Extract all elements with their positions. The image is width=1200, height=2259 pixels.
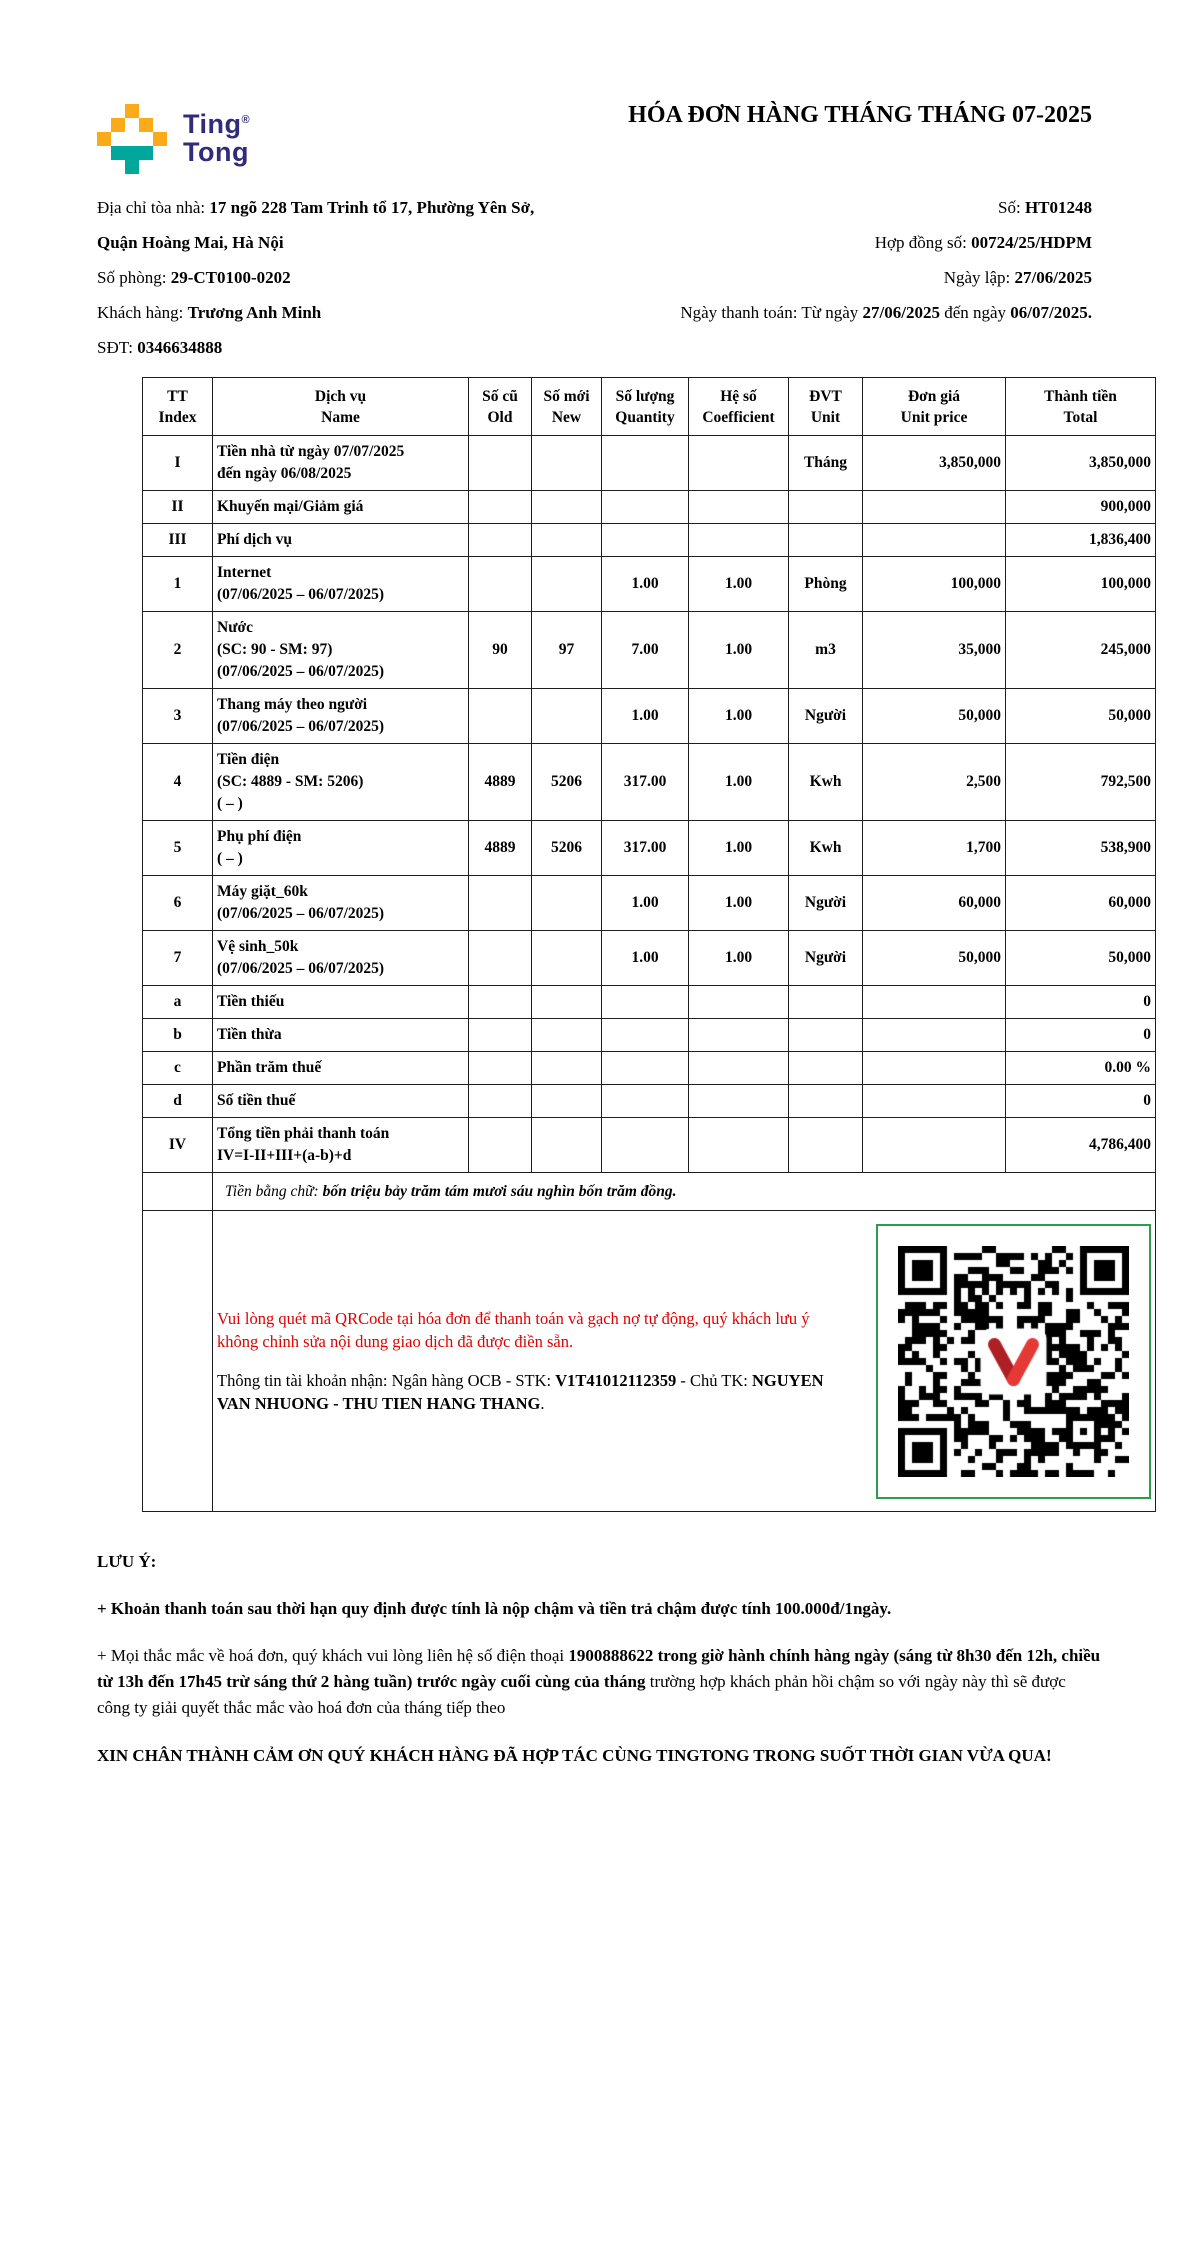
table-row <box>143 986 1156 1019</box>
logo-pixel-empty <box>111 104 125 118</box>
thanks-message: XIN CHÂN THÀNH CẢM ƠN QUÝ KHÁCH HÀNG ĐÃ HỢP TÁC CÙNG TINGTONG TRONG SUỐT THỜI GIAN VỪA QUA! <box>97 1746 1052 1765</box>
text-segment: . <box>540 1394 545 1413</box>
text-segment: 06/07/2025. <box>1010 303 1092 322</box>
invoice-meta <box>572 190 1092 365</box>
cell-quantity <box>602 1085 689 1118</box>
cell-total: 0 <box>1006 986 1156 1019</box>
table-row <box>143 1052 1156 1085</box>
cell-service-name: Tiền thiếu <box>213 986 469 1019</box>
cell-coefficient: 1.00 <box>689 821 789 876</box>
cell-service-name: Phụ phí điện ( – ) <box>213 821 469 876</box>
table-header-cell: Đơn giá Unit price <box>863 378 1006 436</box>
cell-unit <box>789 1019 863 1052</box>
cell-coefficient <box>689 1085 789 1118</box>
cell-coefficient: 1.00 <box>689 689 789 744</box>
cell-coefficient <box>689 1118 789 1173</box>
cell-service-name: Internet (07/06/2025 – 06/07/2025) <box>213 557 469 612</box>
cell-unit-price <box>863 524 1006 557</box>
cell-new-reading <box>532 931 602 986</box>
customer-name-line <box>97 295 572 330</box>
cell-old-reading <box>469 491 532 524</box>
table-row <box>143 557 1156 612</box>
building-address-line <box>97 190 572 260</box>
cell-unit <box>789 1118 863 1173</box>
text-segment: Thông tin tài khoản nhận: Ngân hàng OCB - STK: <box>217 1371 556 1390</box>
cell-service-name: Nước (SC: 90 - SM: 97) (07/06/2025 – 06/07/2025) <box>213 612 469 689</box>
payment-period-line <box>572 295 1092 330</box>
cell-quantity: 1.00 <box>602 931 689 986</box>
cell-index: b <box>143 1019 213 1052</box>
logo-pixel-empty <box>97 104 111 118</box>
text-segment: 27/06/2025 <box>1014 268 1092 287</box>
page-title: HÓA ĐƠN HÀNG THÁNG THÁNG 07-2025 <box>628 102 1092 128</box>
table-row <box>143 689 1156 744</box>
cell-quantity: 317.00 <box>602 821 689 876</box>
text-segment: Số: <box>998 198 1025 217</box>
table-row <box>143 1019 1156 1052</box>
cell-old-reading <box>469 436 532 491</box>
cell-total: 50,000 <box>1006 931 1156 986</box>
table-row <box>143 931 1156 986</box>
table-row <box>143 876 1156 931</box>
text-segment: NGUYEN VAN NHUONG - THU TIEN HANG THANG <box>217 1371 824 1413</box>
cell-new-reading: 5206 <box>532 744 602 821</box>
table-row <box>143 524 1156 557</box>
cell-unit <box>789 1085 863 1118</box>
cell-index: a <box>143 986 213 1019</box>
text-segment: 0346634888 <box>137 338 223 357</box>
table-header-row <box>143 378 1156 436</box>
text-segment: trường hợp khách phản hồi chậm so với ngày này thì sẽ được công ty giải quyết thắc mắc vào hoá đơn của tháng tiếp theo <box>97 1672 1066 1717</box>
logo-pixel-teal <box>125 146 139 160</box>
cell-unit-price: 50,000 <box>863 931 1006 986</box>
cell-index: 6 <box>143 876 213 931</box>
cell-unit-price: 2,500 <box>863 744 1006 821</box>
cell-service-name: Tổng tiền phải thanh toán IV=I-II+III+(a-b)+d <box>213 1118 469 1173</box>
cell-new-reading <box>532 1019 602 1052</box>
text-segment: + Mọi thắc mắc về hoá đơn, quý khách vui lòng liên hệ số điện thoại <box>97 1646 569 1665</box>
cell-quantity <box>602 1052 689 1085</box>
logo-pixel-empty <box>153 118 167 132</box>
logo-pixel-teal <box>111 146 125 160</box>
logo-wordmark <box>183 106 250 166</box>
cell-total: 0 <box>1006 1019 1156 1052</box>
cell-old-reading: 90 <box>469 612 532 689</box>
contact-note <box>97 1643 1103 1721</box>
tingtong-pixel-tree-icon <box>97 104 167 174</box>
logo-pixel-empty <box>153 104 167 118</box>
empty-cell <box>143 1211 213 1512</box>
cell-service-name: Phần trăm thuế <box>213 1052 469 1085</box>
cell-unit <box>789 524 863 557</box>
cell-total: 60,000 <box>1006 876 1156 931</box>
cell-unit-price <box>863 491 1006 524</box>
logo-pixel-teal <box>139 146 153 160</box>
customer-info <box>97 190 572 365</box>
table-row <box>143 821 1156 876</box>
logo-pixel-empty <box>111 160 125 174</box>
cell-index: 7 <box>143 931 213 986</box>
cell-quantity <box>602 1118 689 1173</box>
amount-in-words-row <box>143 1173 1156 1211</box>
cell-unit-price <box>863 1019 1006 1052</box>
table-row <box>143 1085 1156 1118</box>
cell-unit: Kwh <box>789 821 863 876</box>
cell-coefficient <box>689 986 789 1019</box>
cell-index: c <box>143 1052 213 1085</box>
text-segment: Hợp đồng số: <box>874 233 972 252</box>
cell-coefficient <box>689 436 789 491</box>
cell-unit-price: 35,000 <box>863 612 1006 689</box>
cell-total: 3,850,000 <box>1006 436 1156 491</box>
logo-pixel-empty <box>125 118 139 132</box>
cell-service-name: Khuyến mại/Giảm giá <box>213 491 469 524</box>
cell-service-name: Máy giặt_60k (07/06/2025 – 06/07/2025) <box>213 876 469 931</box>
cell-index: IV <box>143 1118 213 1173</box>
cell-unit-price: 3,850,000 <box>863 436 1006 491</box>
logo-pixel-empty <box>139 132 153 146</box>
text-segment: Địa chỉ tòa nhà: <box>97 198 210 217</box>
logo-pixel-empty <box>139 104 153 118</box>
text-segment: Số phòng: <box>97 268 171 287</box>
logo-pixel-yellow <box>97 132 111 146</box>
table-header-cell: Hệ số Coefficient <box>689 378 789 436</box>
table-row <box>143 491 1156 524</box>
cell-old-reading <box>469 689 532 744</box>
cell-unit: m3 <box>789 612 863 689</box>
payment-qr-code <box>898 1246 1129 1477</box>
payment-instructions <box>217 1307 842 1415</box>
logo-pixel-empty <box>153 146 167 160</box>
cell-coefficient <box>689 1052 789 1085</box>
logo-pixel-yellow <box>111 118 125 132</box>
cell-quantity: 1.00 <box>602 689 689 744</box>
cell-new-reading <box>532 1052 602 1085</box>
invoice-number-line <box>572 190 1092 225</box>
cell-old-reading <box>469 931 532 986</box>
cell-quantity <box>602 986 689 1019</box>
cell-quantity <box>602 524 689 557</box>
text-segment: 00724/25/HDPM <box>971 233 1092 252</box>
cell-index: III <box>143 524 213 557</box>
footer-notes <box>97 1552 1103 1769</box>
logo-pixel-empty <box>111 132 125 146</box>
cell-unit <box>789 1052 863 1085</box>
cell-unit-price <box>863 1085 1006 1118</box>
empty-cell <box>143 1173 213 1211</box>
cell-old-reading <box>469 1019 532 1052</box>
cell-index: 3 <box>143 689 213 744</box>
text-segment: V1T41012112359 <box>555 1371 677 1390</box>
cell-index: 4 <box>143 744 213 821</box>
cell-quantity: 1.00 <box>602 876 689 931</box>
cell-coefficient: 1.00 <box>689 931 789 986</box>
text-segment: Tiền bằng chữ: <box>225 1182 323 1200</box>
cell-index: 2 <box>143 612 213 689</box>
amount-in-words <box>213 1173 1156 1211</box>
cell-total: 50,000 <box>1006 689 1156 744</box>
table-row <box>143 744 1156 821</box>
cell-old-reading: 4889 <box>469 744 532 821</box>
cell-total: 4,786,400 <box>1006 1118 1156 1173</box>
cell-quantity: 1.00 <box>602 557 689 612</box>
cell-old-reading <box>469 1118 532 1173</box>
cell-service-name: Vệ sinh_50k (07/06/2025 – 06/07/2025) <box>213 931 469 986</box>
table-header-cell: Số cũ Old <box>469 378 532 436</box>
cell-total: 1,836,400 <box>1006 524 1156 557</box>
cell-total: 245,000 <box>1006 612 1156 689</box>
logo-pixel-yellow <box>125 104 139 118</box>
cell-old-reading: 4889 <box>469 821 532 876</box>
cell-old-reading <box>469 1052 532 1085</box>
cell-new-reading <box>532 1085 602 1118</box>
cell-total: 900,000 <box>1006 491 1156 524</box>
cell-total: 100,000 <box>1006 557 1156 612</box>
cell-unit: Tháng <box>789 436 863 491</box>
logo-line1: Ting <box>183 109 242 139</box>
cell-coefficient <box>689 491 789 524</box>
text-segment: đến ngày <box>939 303 1011 322</box>
cell-old-reading <box>469 986 532 1019</box>
tingtong-logo <box>97 104 250 174</box>
table-header-cell: Thành tiền Total <box>1006 378 1156 436</box>
cell-unit: Người <box>789 689 863 744</box>
cell-service-name: Tiền nhà từ ngày 07/07/2025 đến ngày 06/08/2025 <box>213 436 469 491</box>
cell-unit-price: 100,000 <box>863 557 1006 612</box>
qr-payment-cell <box>213 1211 1156 1512</box>
logo-pixel-yellow <box>139 118 153 132</box>
cell-total: 0.00 % <box>1006 1052 1156 1085</box>
cell-unit: Phòng <box>789 557 863 612</box>
cell-old-reading <box>469 524 532 557</box>
cell-new-reading: 5206 <box>532 821 602 876</box>
cell-new-reading <box>532 876 602 931</box>
invoice-table <box>142 377 1156 1512</box>
qr-code-frame <box>876 1224 1151 1499</box>
logo-pixel-empty <box>97 118 111 132</box>
cell-quantity <box>602 491 689 524</box>
cell-unit-price: 60,000 <box>863 876 1006 931</box>
qr-scan-warning: Vui lòng quét mã QRCode tại hóa đơn để thanh toán và gạch nợ tự động, quý khách lưu ý không chỉnh sửa nội dung giao dịch đã được điền sẵn. <box>217 1309 810 1351</box>
cell-unit: Kwh <box>789 744 863 821</box>
cell-service-name: Phí dịch vụ <box>213 524 469 557</box>
logo-pixel-empty <box>153 160 167 174</box>
cell-new-reading <box>532 689 602 744</box>
cell-total: 0 <box>1006 1085 1156 1118</box>
header <box>97 96 1092 174</box>
cell-new-reading <box>532 491 602 524</box>
logo-pixel-empty <box>97 146 111 160</box>
text-segment: 1900888622 trong giờ hành chính hàng ngày (sáng từ 8h30 đến 12h, chiều từ 13h đến 17h45 trừ sáng thứ 2 hàng tuần) <box>97 1646 1101 1691</box>
cell-coefficient: 1.00 <box>689 744 789 821</box>
text-segment: bốn triệu bảy trăm tám mươi sáu nghìn bốn trăm đồng. <box>322 1182 677 1200</box>
logo-pixel-teal <box>125 160 139 174</box>
table-header-cell: Dịch vụ Name <box>213 378 469 436</box>
cell-unit <box>789 491 863 524</box>
text-segment: 27/06/2025 <box>862 303 940 322</box>
cell-unit <box>789 986 863 1019</box>
cell-unit-price <box>863 1052 1006 1085</box>
cell-new-reading <box>532 1118 602 1173</box>
logo-pixel-yellow <box>153 132 167 146</box>
text-segment: 29-CT0100-0202 <box>170 268 291 287</box>
text-segment: Trương Anh Minh <box>187 303 322 322</box>
cell-total: 792,500 <box>1006 744 1156 821</box>
table-header-cell: ĐVT Unit <box>789 378 863 436</box>
cell-unit: Người <box>789 876 863 931</box>
issue-date-line <box>572 260 1092 295</box>
cell-coefficient: 1.00 <box>689 557 789 612</box>
table-row <box>143 612 1156 689</box>
table-row <box>143 1118 1156 1173</box>
cell-index: d <box>143 1085 213 1118</box>
cell-quantity <box>602 436 689 491</box>
cell-index: 1 <box>143 557 213 612</box>
cell-old-reading <box>469 876 532 931</box>
cell-service-name: Tiền thừa <box>213 1019 469 1052</box>
cell-old-reading <box>469 1085 532 1118</box>
text-segment: Ngày lập: <box>943 268 1015 287</box>
text-segment: - Chủ TK: <box>676 1371 753 1390</box>
cell-coefficient <box>689 524 789 557</box>
late-payment-note: + Khoản thanh toán sau thời hạn quy định được tính là nộp chậm và tiền trả chậm được tính 100.000đ/1ngày. <box>97 1599 892 1618</box>
phone-line <box>97 330 572 365</box>
text-segment: 17 ngõ 228 Tam Trinh tổ 17, Phường Yên Sở, Quận Hoàng Mai, Hà Nội <box>97 198 535 252</box>
cell-index: I <box>143 436 213 491</box>
contract-number-line <box>572 225 1092 260</box>
cell-unit-price: 50,000 <box>863 689 1006 744</box>
cell-quantity: 7.00 <box>602 612 689 689</box>
cell-new-reading <box>532 557 602 612</box>
bank-account-info <box>217 1369 842 1415</box>
room-number-line <box>97 260 572 295</box>
logo-pixel-empty <box>125 132 139 146</box>
cell-index: II <box>143 491 213 524</box>
table-header-cell: TT Index <box>143 378 213 436</box>
cell-coefficient: 1.00 <box>689 876 789 931</box>
cell-old-reading <box>469 557 532 612</box>
cell-service-name: Tiền điện (SC: 4889 - SM: 5206) ( – ) <box>213 744 469 821</box>
cell-index: 5 <box>143 821 213 876</box>
registered-mark: ® <box>241 114 251 126</box>
text-segment: trước ngày cuối cùng của tháng <box>416 1672 646 1691</box>
text-segment: Ngày thanh toán: Từ ngày <box>680 303 863 322</box>
cell-service-name: Số tiền thuế <box>213 1085 469 1118</box>
text-segment: SĐT: <box>97 338 138 357</box>
table-row <box>143 436 1156 491</box>
cell-coefficient: 1.00 <box>689 612 789 689</box>
cell-unit: Người <box>789 931 863 986</box>
cell-new-reading <box>532 986 602 1019</box>
cell-service-name: Thang máy theo người (07/06/2025 – 06/07/2025) <box>213 689 469 744</box>
cell-unit-price <box>863 986 1006 1019</box>
cell-unit-price <box>863 1118 1006 1173</box>
logo-pixel-empty <box>97 160 111 174</box>
cell-new-reading <box>532 524 602 557</box>
cell-unit-price: 1,700 <box>863 821 1006 876</box>
text-segment: Khách hàng: <box>97 303 188 322</box>
cell-new-reading: 97 <box>532 612 602 689</box>
cell-total: 538,900 <box>1006 821 1156 876</box>
cell-quantity <box>602 1019 689 1052</box>
cell-coefficient <box>689 1019 789 1052</box>
invoice-info <box>97 190 1092 365</box>
qr-payment-row <box>143 1211 1156 1512</box>
notes-heading: LƯU Ý: <box>97 1552 157 1571</box>
logo-pixel-empty <box>139 160 153 174</box>
table-header-cell: Số mới New <box>532 378 602 436</box>
logo-line2: Tong <box>183 137 249 167</box>
table-header-cell: Số lượng Quantity <box>602 378 689 436</box>
cell-new-reading <box>532 436 602 491</box>
text-segment: HT01248 <box>1024 198 1092 217</box>
cell-quantity: 317.00 <box>602 744 689 821</box>
